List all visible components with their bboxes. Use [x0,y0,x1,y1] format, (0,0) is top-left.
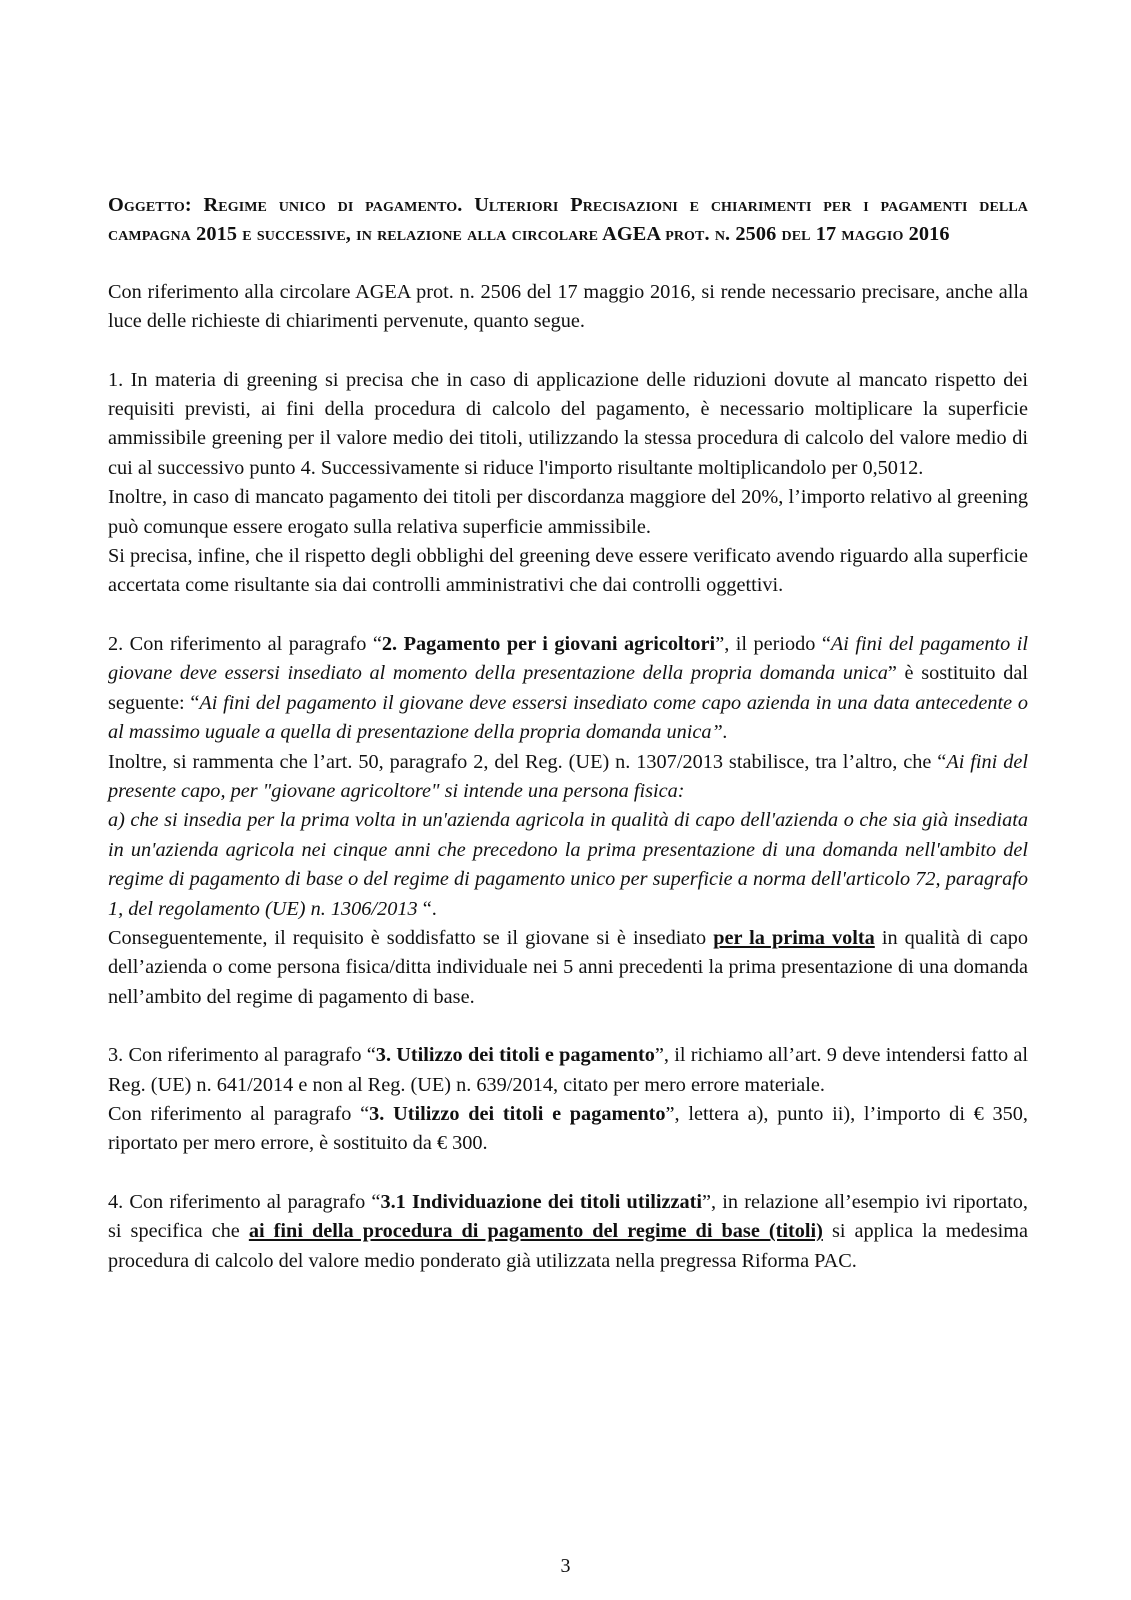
point-3-paragraph-2: Con riferimento al paragrafo “3. Utilizzo dei titoli e pagamento”, lettera a), punto ii), l’importo di € 350, riportato per mero errore, è sostituito da € 300. [108,1102,1028,1155]
underlined-emphasis: ai fini della procedura di pagamento del regime di base (titoli) [248,1220,823,1243]
quoted-text: Ai fini del presente capo, per "giovane agricoltore" si intende una persona fisica: [108,750,1028,802]
point-1-paragraph: 1. In materia di greening si precisa che in caso di applicazione delle riduzioni dovute al mancato rispetto dei requisiti previsti, ai fini della procedura di calcolo del pagamento, è necessario moltiplicare la superficie ammissibile greening per il valore medio dei titoli, utilizzando la stessa procedura di calcolo del valore medio di cui al successivo punto 4. Successivamente si riduce l'importo risultante moltiplicandolo per 0,5012. [108,368,1028,479]
subject-heading [108,191,1028,250]
point-1-paragraph-3: Si precisa, infine, che il rispetto degli obblighi del greening deve essere verificato avendo riguardo alla superficie accertata come risultante sia dai controlli amministrativi che dai controlli oggettivi. [108,545,1028,597]
subject-label: Oggetto: [108,194,192,216]
point-2-conclusion-paragraph: Conseguentemente, il requisito è soddisfatto se il giovane si è insediato per la prima volta in qualità di capo dell’azienda o come persona fisica/ditta individuale nei 5 anni precedenti la prima presentazione di una domanda nell’ambito del regime di pagamento di base. [108,926,1028,1008]
intro-paragraph: Con riferimento alla circolare AGEA prot. n. 2506 del 17 maggio 2016, si rende necessario precisare, anche alla luce delle richieste di chiarimenti pervenute, quanto segue. [108,280,1028,333]
subject-text: Regime unico di pagamento. Ulteriori Precisazioni e chiarimenti per i pagamenti della campagna 2015 e successive, in relazione alla circolare AGEA prot. n. 2506 del 17 maggio 2016 [108,194,1029,246]
page-number: 3 [560,1555,571,1577]
quoted-text: Ai fini del pagamento il giovane deve essersi insediato al momento della presentazione della propria domanda unica [108,632,1028,685]
document-page [108,191,1028,1276]
point-4-paragraph: 4. Con riferimento al paragrafo “3.1 Individuazione dei titoli utilizzati”, in relazione all’esempio ivi riportato, si specifica che ai fini della procedura di pagamento del regime di base (titoli) si applica la medesima procedura di calcolo del valore medio ponderato già utilizzata nella pregressa Riforma PAC. [108,1190,1029,1272]
point-2-paragraph: 2. Con riferimento al paragrafo “2. Pagamento per i giovani agricoltori”, il periodo “Ai fini del pagamento il giovane deve essersi insediato al momento della presentazione della propria domanda unica” è sostituito dal seguente: “Ai fini del pagamento il giovane deve essersi insediato come capo azienda in una data antecedente o al massimo uguale a quella di presentazione della propria domanda unica”. [108,632,1028,744]
quoted-text: Ai fini del pagamento il giovane deve essersi insediato come capo azienda in una data antecedente o al massimo uguale a quella di presentazione della propria domanda unica”. [108,691,1028,744]
point-1-paragraph-2: Inoltre, in caso di mancato pagamento dei titoli per discordanza maggiore del 20%, l’importo relativo al greening può comunque essere erogato sulla relativa superficie ammissibile. [108,486,1028,538]
quoted-text: a) che si insedia per la prima volta in un'azienda agricola in qualità di capo dell'azienda o che sia già insediata in un'azienda agricola nei cinque anni che precedono la prima presentazione di una domanda nell'ambito del regime di pagamento di base o del regime di pagamento unico per superficie a norma dell'articolo 72, paragrafo 1, del regolamento (UE) n. 1306/2013 [108,809,1028,920]
point-2-quote-paragraph: a) che si insedia per la prima volta in un'azienda agricola in qualità di capo dell'azienda o che sia già insediata in un'azienda agricola nei cinque anni che precedono la prima presentazione di una domanda nell'ambito del regime di pagamento di base o del regime di pagamento unico per superficie a norma dell'articolo 72, paragrafo 1, del regolamento (UE) n. 1306/2013 “. [108,809,1028,920]
point-2-regulation-paragraph: Inoltre, si rammenta che l’art. 50, paragrafo 2, del Reg. (UE) n. 1307/2013 stabilisce, tra l’altro, che “Ai fini del presente capo, per "giovane agricoltore" si intende una persona fisica: [108,750,1028,802]
point-3-paragraph: 3. Con riferimento al paragrafo “3. Utilizzo dei titoli e pagamento”, il richiamo all’art. 9 deve intendersi fatto al Reg. (UE) n. 641/2014 e non al Reg. (UE) n. 639/2014, citato per mero errore materiale. [108,1044,1028,1096]
paragraph-reference: 3. Utilizzo dei titoli e pagamento [375,1044,655,1067]
paragraph-reference: 3. Utilizzo dei titoli e pagamento [369,1102,666,1125]
paragraph-reference: 2. Pagamento per i giovani agricoltori [381,632,716,655]
underlined-emphasis: per la prima volta [713,926,875,949]
paragraph-reference: 3.1 Individuazione dei titoli utilizzati [380,1190,703,1213]
